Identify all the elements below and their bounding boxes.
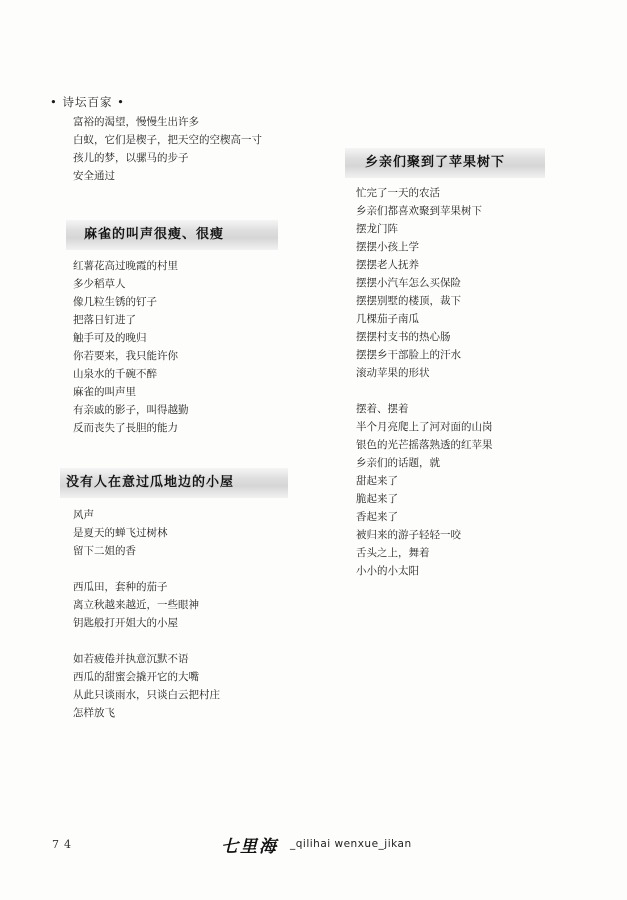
poem-line: 白蚁，它们是楔子，把天空的空楔高一寸: [73, 134, 262, 146]
poem-line: 摆着、摆着: [356, 403, 409, 415]
poem1-title-block: [66, 220, 278, 250]
poem1-title: 麻雀的叫声很瘦、很瘦: [84, 227, 225, 242]
intro-lines: [73, 113, 262, 185]
poem-line: 安全通过: [73, 170, 115, 182]
poem-line: 西瓜的甜蜜会撬开它的大嘴: [73, 671, 199, 683]
poem-line: 红薯花高过晚霞的村里: [73, 260, 178, 272]
poem-line: 小小的小太阳: [356, 565, 419, 577]
poem-line: 反而丧失了長胆的能力: [73, 422, 178, 434]
poem-line: 几棵茄子南瓜: [356, 313, 419, 325]
stanza-gap: [356, 382, 493, 400]
poem-line: 钥匙般打开姐大的小屋: [73, 617, 178, 629]
poem-line: 多少稻草人: [73, 278, 126, 290]
poem-line: 把落日钉进了: [73, 314, 136, 326]
poem2-title: 没有人在意过瓜地边的小屋: [66, 475, 235, 490]
magazine-subtitle: _qilihai wenxue_jikan: [290, 838, 412, 850]
poem-line: 脆起来了: [356, 493, 398, 505]
poem-line: 摆摆村支书的热心肠: [356, 331, 451, 343]
poem-line: 离立秋越来越近，一些眼神: [73, 599, 199, 611]
poem2-lines: [73, 506, 220, 722]
poem-line: 像几粒生锈的钉子: [73, 296, 157, 308]
poem-line: 乡亲们的话题，就: [356, 457, 440, 469]
poem3-title-block: [345, 148, 545, 178]
poem-line: 富裕的渴望，慢慢生出许多: [73, 116, 199, 128]
poem-line: 摆摆别墅的楼顶，裁下: [356, 295, 461, 307]
poem-line: 半个月亮爬上了河对面的山岗: [356, 421, 493, 433]
poem-line: 有亲戚的影子，叫得越勤: [73, 404, 189, 416]
poem-line: 怎样放飞: [73, 707, 115, 719]
section-header: • 诗坛百家 •: [50, 95, 125, 109]
poem-line: 麻雀的叫声里: [73, 386, 136, 398]
poem-line: 摆摆小汽车怎么买保险: [356, 277, 461, 289]
poem-line: 从此只谈雨水，只谈白云把村庄: [73, 689, 220, 701]
page-number: 74: [52, 838, 76, 851]
poem-line: 摆摆乡干部脸上的汗水: [356, 349, 461, 361]
poem-line: 如若疲倦并执意沉默不语: [73, 653, 189, 665]
poem-line: 摆摆小孩上学: [356, 241, 419, 253]
poem-line: 触手可及的晚归: [73, 332, 147, 344]
poem2-title-block: [60, 468, 288, 498]
poem-line: 孩儿的梦，以骡马的步子: [73, 152, 189, 164]
poem-line: 滚动苹果的形状: [356, 367, 430, 379]
poem-line: 山泉水的千碗不醉: [73, 368, 157, 380]
poem-line: 香起来了: [356, 511, 398, 523]
poem-line: 忙完了一天的农活: [356, 187, 440, 199]
stanza-gap: [73, 632, 220, 650]
poem-line: 乡亲们都喜欢聚到苹果树下: [356, 205, 482, 217]
poem-line: 舌头之上，舞着: [356, 547, 430, 559]
magazine-logo: 七里海: [221, 837, 278, 857]
poem-line: 摆龙门阵: [356, 223, 398, 235]
poem-line: 摆摆老人抚养: [356, 259, 419, 271]
poem1-lines: [73, 257, 189, 437]
poem-line: 风声: [73, 509, 94, 521]
poem-line: 你若要来，我只能许你: [73, 350, 178, 362]
poem-line: 甜起来了: [356, 475, 398, 487]
poem-line: 西瓜田，套种的茄子: [73, 581, 168, 593]
poem-line: 被归来的游子轻轻一咬: [356, 529, 461, 541]
stanza-gap: [73, 560, 220, 578]
poem-line: 银色的光芒摇落熟透的红苹果: [356, 439, 493, 451]
poem3-lines: [356, 184, 493, 580]
poem-line: 是夏天的蝉飞过树林: [73, 527, 168, 539]
poem3-title: 乡亲们聚到了苹果树下: [365, 155, 506, 170]
poem-line: 留下二姐的香: [73, 545, 136, 557]
